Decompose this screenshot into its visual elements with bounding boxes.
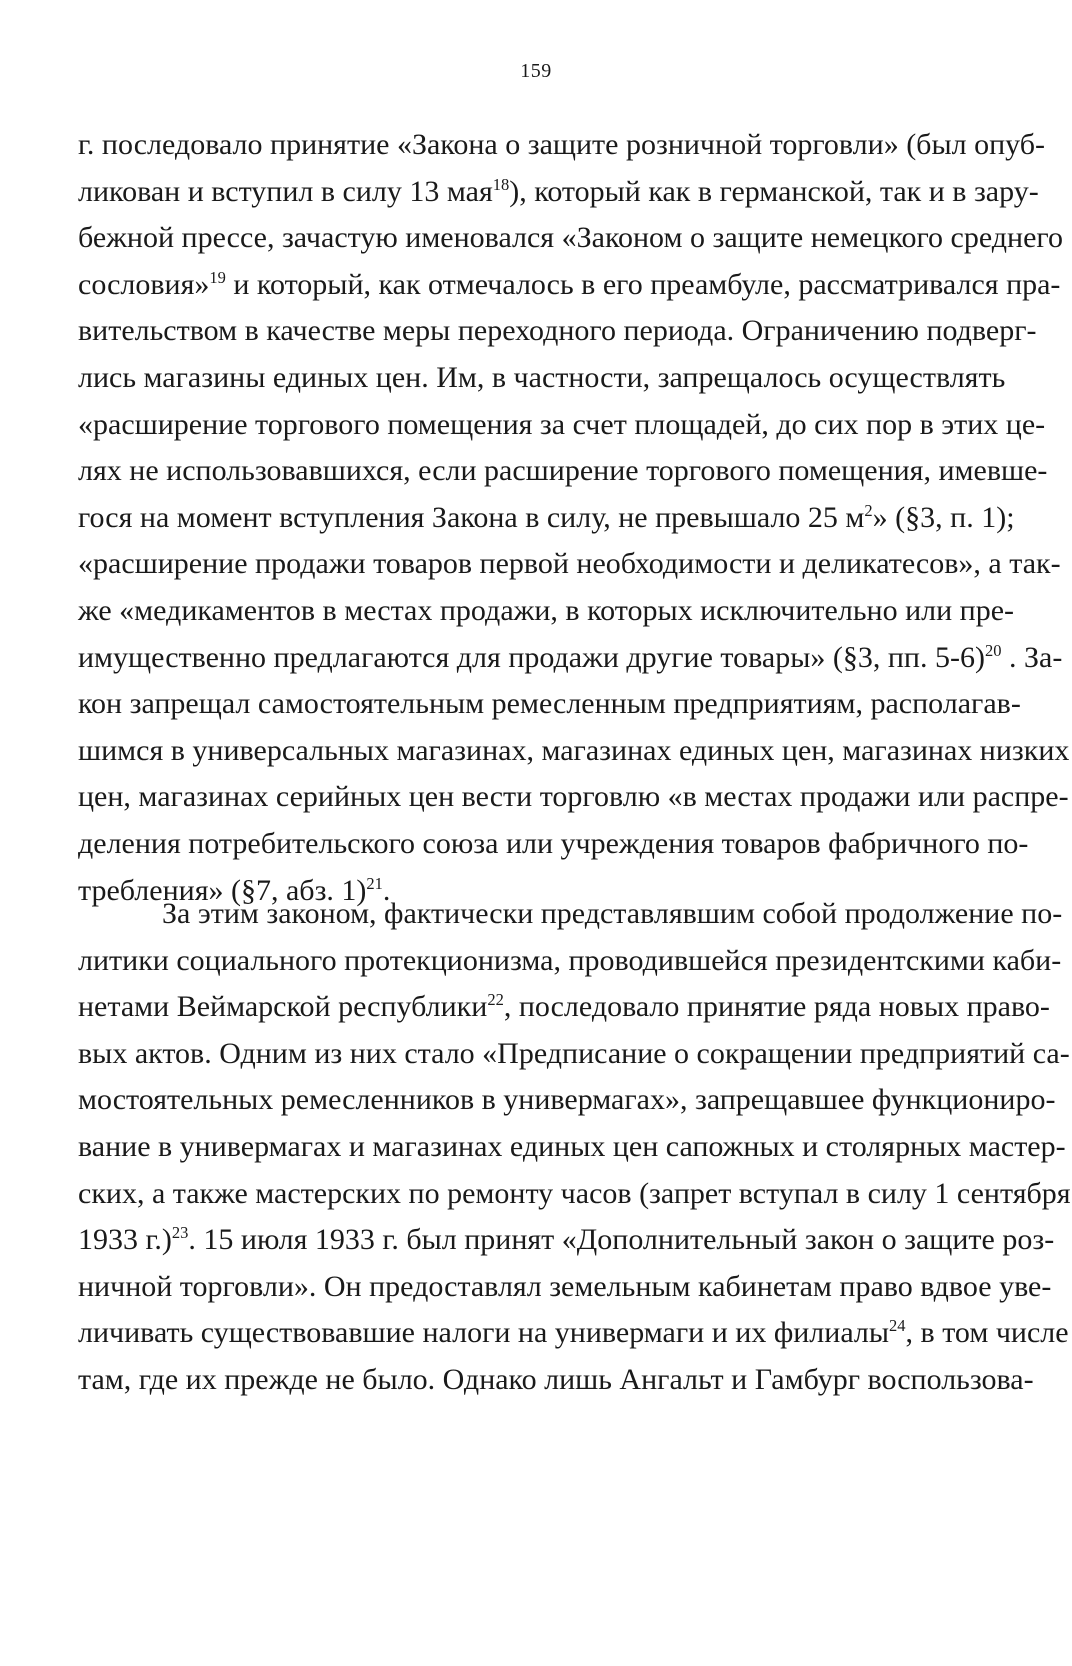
text-line [78,588,1015,635]
text-segment: вых актов. Одним из них стало «Предписание о сокращении предприятий са- [78,1036,1070,1070]
text-segment: требления» (§7, абз. 1) [78,873,367,907]
text-segment: цен, магазинах серийных цен вести торговлю «в местах продажи или распре- [78,780,1069,814]
text-line [78,938,1062,985]
text-segment: . [382,873,391,907]
footnote-ref: 19 [209,267,226,287]
text-line [78,1264,1052,1311]
text-line [78,1310,1069,1357]
text-segment: мостоятельных ремесленников в универмагах», запрещавшее функциониро- [78,1083,1056,1117]
text-line [78,728,1070,775]
text-segment: вительством в качестве меры переходного периода. Ограничению подверг- [78,314,1037,348]
text-line [78,169,1039,216]
text-segment: бежной прессе, зачастую именовался «Законом о защите немецкого среднего [78,221,1063,255]
footnote-ref: 2 [864,500,873,520]
footnote-ref: 24 [889,1316,906,1336]
text-line [78,1357,1034,1404]
text-segment: , последовало принятие ряда новых право- [503,990,1050,1024]
text-segment: ), который как в германской, так и в зару- [509,174,1039,208]
text-segment: литики социального протекционизма, проводившейся президентскими каби- [78,943,1062,977]
text-segment: шимся в универсальных магазинах, магазинах единых цен, магазинах низких [78,733,1070,767]
text-segment: 1933 г.) [78,1223,172,1257]
text-segment: и который, как отмечалось в его преамбуле, рассматривался пра- [225,267,1061,301]
footnote-ref: 23 [171,1223,189,1243]
text-line [78,541,1061,588]
text-line [78,355,1006,402]
text-segment: вание в универмагах и магазинах единых цен сапожных и столярных мастер- [78,1129,1066,1163]
footnote-ref: 18 [492,174,510,194]
text-line [78,1031,1070,1078]
text-segment: г. последовало принятие «Закона о защите розничной торговли» (был опуб- [78,128,1045,161]
text-line [78,262,1061,309]
footnote-ref: 21 [366,873,383,893]
text-segment: сословия» [78,267,210,301]
footnote-ref: 22 [487,990,504,1010]
text-segment: гося на момент вступления Закона в силу, не превышало 25 м [78,500,865,534]
text-segment: же «медикаментов в местах продажи, в которых исключительно или пре- [78,593,1015,627]
text-line [78,821,1029,868]
paragraph [78,891,1071,1404]
text-segment: , в том числе [905,1316,1069,1350]
page-number: 159 [520,60,552,82]
text-segment: . 15 июля 1933 г. был принят «Дополнительный закон о защите роз- [188,1223,1055,1257]
text-line [78,1124,1066,1171]
text-line [78,1171,1071,1218]
text-segment: кон запрещал самостоятельным ремесленным предприятиям, располагав- [78,687,1021,721]
text-segment: . За- [1001,640,1063,674]
text-line [78,122,1045,169]
text-line [78,984,1050,1031]
text-segment: личивать существовавшие налоги на универмаги и их филиалы [78,1316,890,1350]
text-line [78,308,1037,355]
text-segment: ликован и вступил в силу 13 мая [78,174,493,208]
text-segment: ских, а также мастерских по ремонту часов (запрет вступал в силу 1 сентября [78,1176,1071,1210]
text-line [78,891,1063,938]
text-line [78,448,1048,495]
text-segment: лях не использовавшихся, если расширение торгового помещения, имевше- [78,454,1048,488]
text-segment: ничной торговли». Он предоставлял земельным кабинетам право вдвое уве- [78,1269,1052,1303]
text-segment: нетами Веймарской республики [78,990,488,1024]
text-line [78,774,1069,821]
text-segment: имущественно предлагаются для продажи другие товары» (§3, пп. 5-6) [78,640,985,674]
text-line [78,215,1063,262]
text-segment: » (§3, п. 1); [872,500,1015,534]
text-segment: там, где их прежде не было. Однако лишь Ангальт и Гамбург воспользова- [78,1362,1034,1396]
text-line [78,402,1046,449]
footnote-ref: 20 [984,640,1002,660]
text-line [78,495,1015,542]
text-segment: деления потребительского союза или учреждения товаров фабричного по- [78,826,1029,860]
text-segment: лись магазины единых цен. Им, в частности, запрещалось осуществлять [78,360,1006,394]
text-segment: «расширение продажи товаров первой необходимости и деликатесов», а так- [78,547,1061,581]
text-line [78,1077,1056,1124]
text-line [78,681,1021,728]
text-segment: «расширение торгового помещения за счет площадей, до сих пор в этих це- [78,407,1046,441]
text-line [78,1217,1055,1264]
text-segment: За этим законом, фактически представлявшим собой продолжение по- [162,897,1063,930]
text-line [78,635,1063,682]
